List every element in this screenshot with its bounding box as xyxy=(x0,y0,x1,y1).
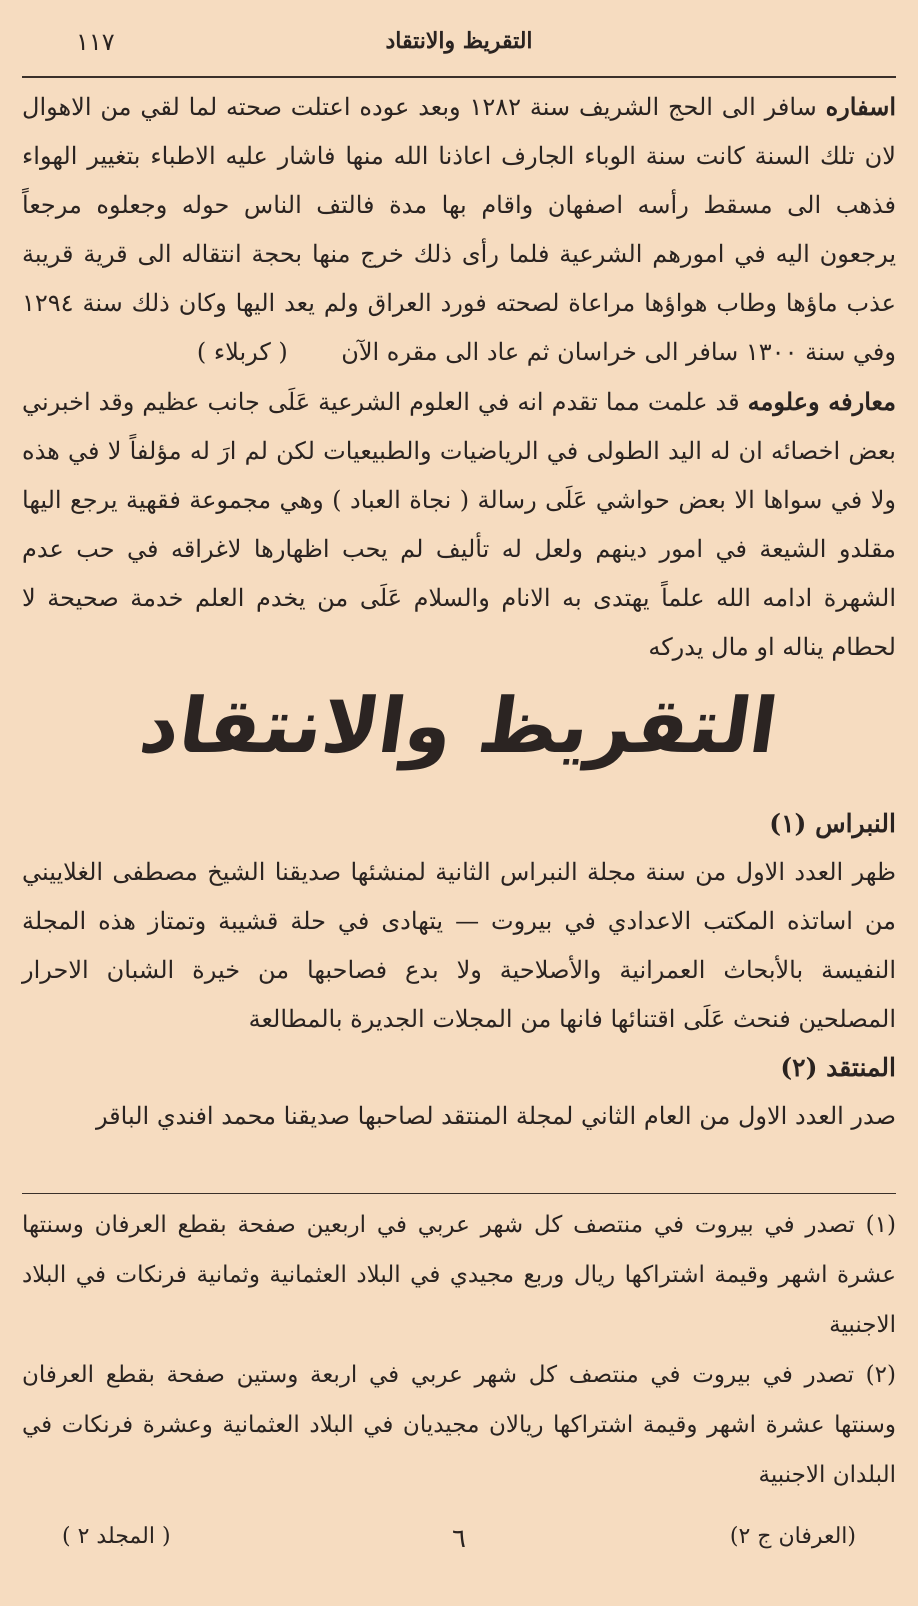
reviews-section xyxy=(22,800,896,1141)
review-text-muntaqid: صدر العدد الاول من العام الثاني لمجلة المنتقد لصاحبها صديقنا محمد افندي الباقر xyxy=(95,1102,896,1130)
footnotes xyxy=(22,1200,896,1500)
signature-mark: ٦ xyxy=(452,1524,466,1554)
section-banner xyxy=(0,660,918,790)
travels-keyword: اسفاره xyxy=(825,92,896,121)
page-number: ١١٧ xyxy=(76,28,115,56)
review-title-muntaqid: المنتقد (٢) xyxy=(780,1053,896,1082)
page-footer xyxy=(22,1524,896,1564)
banner-title: التقريظ والانتقاد xyxy=(134,680,784,770)
review-title-nibras: النبراس (١) xyxy=(769,809,896,838)
issue-label: (العرفان ج ٢) xyxy=(729,1524,856,1549)
article-body xyxy=(22,82,896,672)
volume-label: ( المجلد ٢ ) xyxy=(62,1524,171,1549)
running-title: التقريظ والانتقاد xyxy=(385,28,533,54)
footnote-1: (١) تصدر في بيروت في منتصف كل شهر عربي في اربعين صفحة بقطع العرفان وسنتها عشرة اشهر وقيمة اشتراكها ريال وربع مجيدي في البلاد العثمانية وثمانية فرنكات في البلاد الاجنبية xyxy=(22,1212,896,1338)
place-name: ( كربلاء ) xyxy=(196,338,288,366)
header-rule xyxy=(22,76,896,78)
running-head xyxy=(22,28,896,62)
review-text-nibras: ظهر العدد الاول من سنة مجلة النبراس الثانية لمنشئها صديقنا الشيخ مصطفى الغلاييني من اساتذه المكتب الاعدادي في بيروت — يتهادى في حلة قشيبة وتمتاز هذه المجلة النفيسة بالأبحاث العمرانية والأصلاحية ولا بدع فصاحبها من خيرة الشبان الاحرار المصلحين فنحث عَلَى اقتنائها فانها من المجلات الجديرة بالمطالعة xyxy=(22,858,896,1033)
travels-text: سافر الى الحج الشريف سنة ١٢٨٢ وبعد عوده اعتلت صحته لما لقي من الاهوال لان تلك السنة كانت سنة الوباء الجارف اعاذنا الله منها فاشار عليه الاطباء بتغيير الهواء فذهب الى مسقط رأسه اصفهان واقام بها مدة فالتف الناس حوله وجعلوه مرجعاً يرجعون اليه في امورهم الشرعية فلما رأى ذلك خرج منها بحجة انتقاله الى قرية قريبة عذب ماؤها وطاب هواؤها مراعاة لصحته فورد العراق ولم يعد اليها وكان ذلك سنة ١٢٩٤ وفي سنة ١٣٠٠ سافر الى خراسان ثم عاد الى مقره الآن xyxy=(22,93,896,366)
footnote-2: (٢) تصدر في بيروت في منتصف كل شهر عربي في اربعة وستين صفحة بقطع العرفان وسنتها عشرة اشهر وقيمة اشتراكها ريالان مجيديان في البلاد العثمانية وعشرة فرنكات في البلدان الاجنبية xyxy=(22,1362,896,1488)
travels-paragraph xyxy=(22,82,896,377)
knowledge-paragraph xyxy=(22,377,896,672)
knowledge-keyword: معارفه وعلومه xyxy=(747,387,896,416)
knowledge-text: قد علمت مما تقدم انه في العلوم الشرعية عَلَى جانب عظيم وقد اخبرني بعض اخصائه ان له اليد الطولى في الرياضيات والطبيعيات لكن لم ارَ له مؤلفاً لا في هذه ولا في سواها الا بعض حواشي عَلَى رسالة ( نجاة العباد ) وهي مجموعة فقهية يرجع اليها مقلدو الشيعة في امور دينهم ولعل له تأليف لم يحب اظهارها لاغراقه في حب عدم الشهرة ادامه الله علماً يهتدى به الانام والسلام عَلَى من يخدم العلم خدمة صحيحة لا لحطام يناله او مال يدركه xyxy=(22,388,896,661)
footnote-rule xyxy=(22,1193,896,1194)
